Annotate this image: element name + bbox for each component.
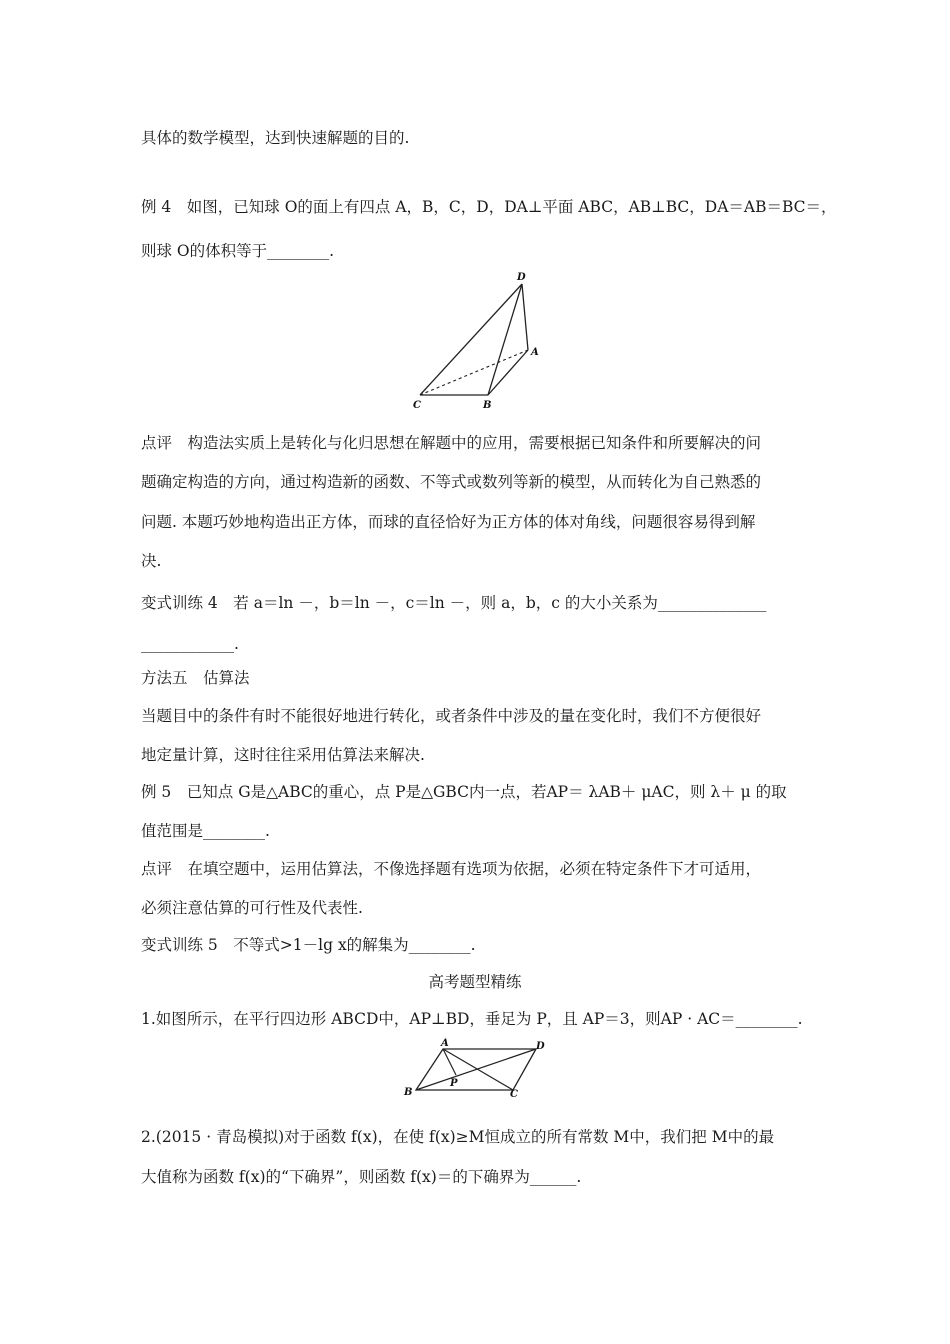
variant5-line1: 变式训练 5 不等式>1－lg x的解集为________.: [141, 936, 476, 954]
label-B: B: [404, 1087, 413, 1098]
method5-heading: 方法五 估算法: [141, 669, 250, 687]
comment5-line1: 点评 在填空题中，运用估算法，不像选择题有选项为依据，必须在特定条件下才可适用，: [141, 860, 762, 878]
label-C: C: [510, 1089, 518, 1100]
comment4-line1: 点评 构造法实质上是转化与化归思想在解题中的应用，需要根据已知条件和所要解决的问: [141, 434, 762, 452]
label-C: C: [413, 400, 421, 411]
label-B: B: [483, 400, 492, 411]
example4-line2: 则球 O的体积等于________.: [141, 242, 335, 260]
problem2-line1: 2.(2015 · 青岛模拟)对于函数 f(x)，在使 f(x)≥M恒成立的所有常数 M中，我们把 M中的最: [141, 1128, 775, 1146]
variant4-line1: 变式训练 4 若 a＝ln －，b＝ln －，c＝ln －，则 a，b，c 的大小关系为______________: [141, 594, 767, 612]
example5-line2: 值范围是________.: [141, 822, 270, 840]
variant4-line2: ____________.: [141, 635, 239, 653]
problem2-line2: 大值称为函数 f(x)的“下确界”，则函数 f(x)＝的下确界为______.: [141, 1168, 582, 1186]
label-D: D: [517, 272, 526, 283]
label-D: D: [536, 1041, 545, 1052]
comment4-line3: 问题. 本题巧妙地构造出正方体，而球的直径恰好为正方体的体对角线，问题很容易得到解: [141, 513, 756, 531]
label-A: A: [441, 1038, 449, 1049]
intro-tail-text: 具体的数学模型，达到快速解题的目的.: [141, 129, 410, 147]
comment5-line2: 必须注意估算的可行性及代表性.: [141, 899, 363, 917]
problem1-line1: 1.如图所示，在平行四边形 ABCD中，AP⊥BD，垂足为 P，且 AP＝3，则AP · AC＝________.: [141, 1010, 803, 1028]
example4-line1: 例 4 如图，已知球 O的面上有四点 A，B，C，D，DA⊥平面 ABC，AB⊥BC，DA＝AB＝BC＝，: [141, 198, 837, 216]
comment4-line2: 题确定构造的方向，通过构造新的函数、不等式或数列等新的模型，从而转化为自己熟悉的: [141, 473, 762, 491]
label-A: A: [531, 347, 539, 358]
parallelogram-figure: [400, 1036, 560, 1100]
method5-line2: 地定量计算，这时往往采用估算法来解决.: [141, 746, 425, 764]
method5-line1: 当题目中的条件有时不能很好地进行转化，或者条件中涉及的量在变化时，我们不方便很好: [141, 707, 762, 725]
tetrahedron-figure: [400, 262, 560, 412]
example5-line1: 例 5 已知点 G是△ABC的重心，点 P是△GBC内一点，若AP＝ λAB＋ μAC，则 λ＋ μ 的取: [141, 783, 787, 801]
comment4-line4: 决.: [141, 552, 162, 570]
label-P: P: [450, 1078, 458, 1089]
section-title: 高考题型精练: [428, 973, 522, 991]
